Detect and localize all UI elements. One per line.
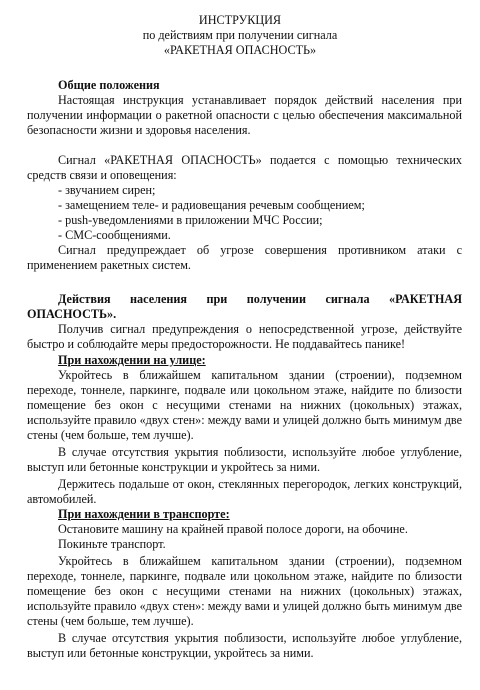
general-p1-line: получении информации о ракетной опасности с целью обеспечения максимальной <box>27 108 462 122</box>
general-p2-line: средств связи и оповещения: <box>27 168 177 182</box>
street-p1-line: помещение без окон с несущими стенами на нижних (цокольных) этажах, <box>27 398 462 412</box>
street-p1-line: используйте правило «двух стен»: между вами и улицей должно быть минимум две <box>27 413 462 427</box>
street-p1-line: стены (чем больше, тем лучше). <box>27 428 194 442</box>
street-p1-line: Укройтесь в ближайшем капитальном здании (строении), подземном <box>58 368 462 382</box>
document-signal-name: «РАКЕТНАЯ ОПАСНОСТЬ» <box>163 43 317 57</box>
transport-p3-line: стены (чем больше, тем лучше). <box>27 614 194 628</box>
street-p3-line: Держитесь подальше от окон, стеклянных перегородок, легких конструкций, <box>58 477 462 491</box>
transport-p4-line: В случае отсутствия укрытия поблизости, используйте любое углубление, <box>58 631 462 645</box>
transport-p1: Остановите машину на крайней правой полосе дороги, на обочине. <box>58 522 408 536</box>
section-heading-general: Общие положения <box>58 78 160 92</box>
transport-p3-line: переходе, тоннеле, паркинге, подвале или цокольном этаже, найдите по близости <box>27 569 462 583</box>
general-p1-line: Настоящая инструкция устанавливает порядок действий населения при <box>58 93 462 107</box>
actions-intro-line: быстро и соблюдайте меры предосторожности. Не поддавайтесь панике! <box>27 337 406 351</box>
list-item: - push-уведомлениями в приложении МЧС России; <box>58 213 323 227</box>
street-p1-line: переходе, тоннеле, паркинге, подвале или цокольном этаже, найдите по близости <box>27 383 462 397</box>
street-p3-line: автомобилей. <box>27 492 97 506</box>
list-item: - СМС-сообщениями. <box>58 228 171 242</box>
transport-p4-line: выступ или бетонные конструкции, укройтесь за ними. <box>27 646 314 660</box>
actions-intro-line: Получив сигнал предупреждения о непосредственной угрозе, действуйте <box>58 322 462 336</box>
transport-p3-line: используйте правило «двух стен»: между вами и улицей должно быть минимум две <box>27 599 462 613</box>
subheading-transport: При нахождении в транспорте: <box>58 507 230 521</box>
general-p3-line: применением ракетных систем. <box>27 258 191 272</box>
list-item: - звучанием сирен; <box>58 183 156 197</box>
general-p1-line: безопасности жизни и здоровья населения. <box>27 123 251 137</box>
section-heading-actions: Действия населения при получении сигнала «РАКЕТНАЯ <box>58 292 462 306</box>
street-p2-line: В случае отсутствия укрытия поблизости, используйте любое углубление, <box>58 445 462 459</box>
transport-p3-line: Укройтесь в ближайшем капитальном здании (строении), подземном <box>58 554 462 568</box>
document-title: ИНСТРУКЦИЯ <box>198 13 282 27</box>
general-p3-line: Сигнал предупреждает об угрозе совершения противником атаки с <box>58 243 462 257</box>
document-subtitle: по действиям при получении сигнала <box>142 28 338 42</box>
general-p2-line: Сигнал «РАКЕТНАЯ ОПАСНОСТЬ» подается с помощью технических <box>58 153 462 167</box>
transport-p2: Покиньте транспорт. <box>58 537 166 551</box>
section-heading-actions-cont: ОПАСНОСТЬ». <box>27 307 117 321</box>
subheading-street: При нахождении на улице: <box>58 353 206 367</box>
transport-p3-line: помещение без окон с несущими стенами на нижних (цокольных) этажах, <box>27 584 462 598</box>
street-p2-line: выступ или бетонные конструкции и укройтесь за ними. <box>27 460 321 474</box>
list-item: - замещением теле- и радиовещания речевым сообщением; <box>58 198 365 212</box>
